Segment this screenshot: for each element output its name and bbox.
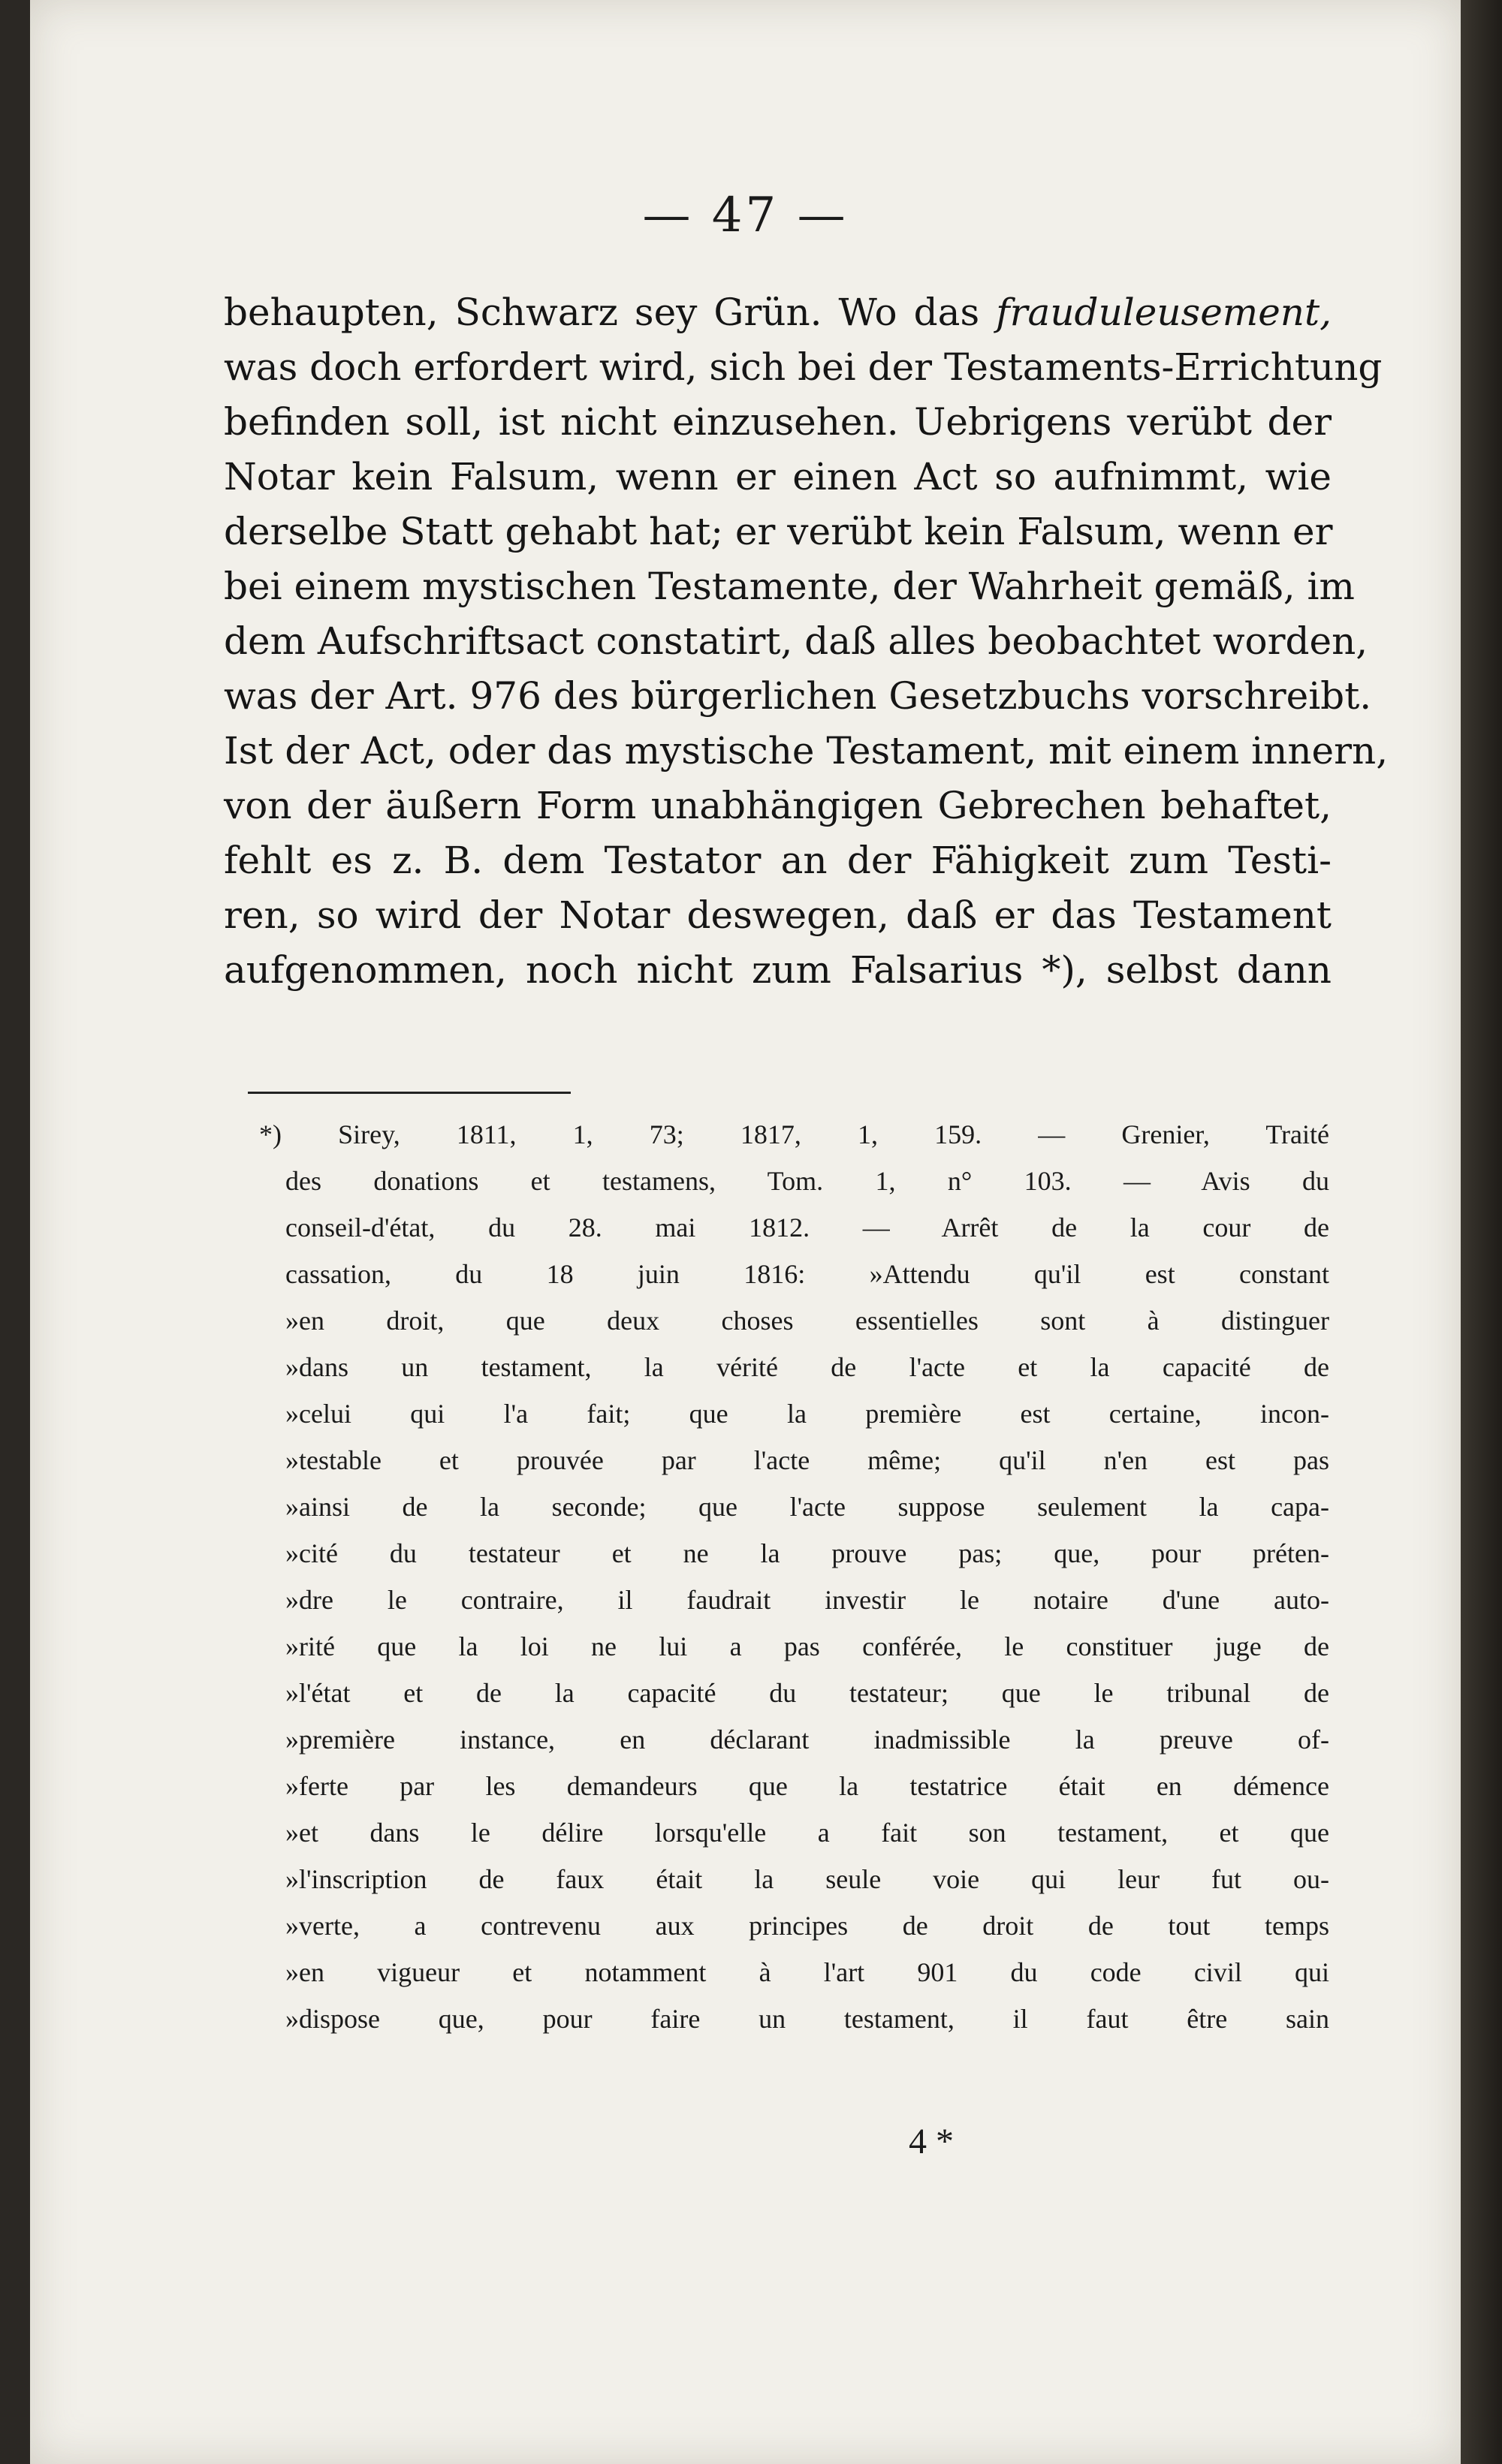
body-line: derselbe Statt gehabt hat; er verübt kein Falsum, wenn er [224, 510, 1333, 553]
footnote-line: »l'inscription de faux était la seule voie qui leur fut ou- [285, 1864, 1329, 1894]
footnote-line: conseil-d'état, du 28. mai 1812. — Arrêt de la cour de [285, 1212, 1329, 1243]
body-line: befinden soll, ist nicht einzusehen. Uebrigens verübt der [224, 400, 1332, 444]
body-line: bei einem mystischen Testamente, der Wahrheit gemäß, im [224, 565, 1355, 608]
body-line: was der Art. 976 des bürgerlichen Gesetzbuchs vorschreibt. [224, 674, 1372, 718]
body-line: Notar kein Falsum, wenn er einen Act so aufnimmt, wie [224, 455, 1332, 499]
footnote-line: »et dans le délire lorsqu'elle a fait son testament, et que [285, 1818, 1329, 1848]
signature-mark: 4 * [909, 2122, 954, 2161]
body-line: von der äußern Form unabhängigen Gebrechen behaftet, [224, 784, 1332, 827]
footnote-line: »testable et prouvée par l'acte même; qu'il n'en est pas [285, 1445, 1329, 1475]
body-line: aufgenommen, noch nicht zum Falsarius *), selbst dann [224, 948, 1332, 992]
body-line-1-text: behaupten, Schwarz sey Grün. Wo das [224, 291, 997, 334]
body-line: was doch erfordert wird, sich bei der Testaments-Errichtung [224, 345, 1383, 389]
footnote-line: »première instance, en déclarant inadmissible la preuve of- [285, 1724, 1329, 1755]
page-number: — 47 — [642, 188, 849, 243]
body-line: Ist der Act, oder das mystische Testament, mit einem innern, [224, 729, 1389, 773]
footnote-line: »rité que la loi ne lui a pas conférée, le constituer juge de [285, 1631, 1329, 1661]
footnote-line: »dre le contraire, il faudrait investir le notaire d'une auto- [285, 1585, 1329, 1615]
footnote-line: »l'état et de la capacité du testateur; que le tribunal de [285, 1678, 1329, 1708]
footnote-line: »dispose que, pour faire un testament, il faut être sain [285, 2004, 1329, 2034]
footnote-line: »celui qui l'a fait; que la première est certaine, incon- [285, 1399, 1329, 1429]
footnote-line: »dans un testament, la vérité de l'acte et la capacité de [285, 1352, 1329, 1382]
footnote-line: *) Sirey, 1811, 1, 73; 1817, 1, 159. — Grenier, Traité [259, 1119, 1329, 1149]
body-line: fehlt es z. B. dem Testator an der Fähigkeit zum Testi- [224, 839, 1332, 882]
body-line-1 [224, 285, 1332, 340]
footnote-line: »cité du testateur et ne la prouve pas; que, pour préten- [285, 1538, 1329, 1568]
footnote-rule [248, 1092, 571, 1094]
book-page [30, 0, 1461, 2464]
footnote-line: »en droit, que deux choses essentielles sont à distinguer [285, 1306, 1329, 1336]
body-line: dem Aufschriftsact constatirt, daß alles beobachtet worden, [224, 619, 1368, 663]
footnote-line: des donations et testamens, Tom. 1, n° 103. — Avis du [285, 1166, 1329, 1196]
body-line: ren, so wird der Notar deswegen, daß er das Testament [224, 893, 1332, 937]
italic-word: frauduleusement, [996, 291, 1332, 334]
footnote-line: »ainsi de la seconde; que l'acte suppose seulement la capa- [285, 1492, 1329, 1522]
book-edge [1461, 0, 1502, 2464]
footnote-line: »ferte par les demandeurs que la testatrice était en démence [285, 1771, 1329, 1801]
footnote-line: »verte, a contrevenu aux principes de droit de tout temps [285, 1911, 1329, 1941]
body-text [224, 285, 1389, 998]
footnote-line: »en vigueur et notamment à l'art 901 du code civil qui [285, 1957, 1329, 1987]
footnote-line: cassation, du 18 juin 1816: »Attendu qu'il est constant [285, 1259, 1329, 1289]
footnote-block [259, 1111, 1329, 2042]
